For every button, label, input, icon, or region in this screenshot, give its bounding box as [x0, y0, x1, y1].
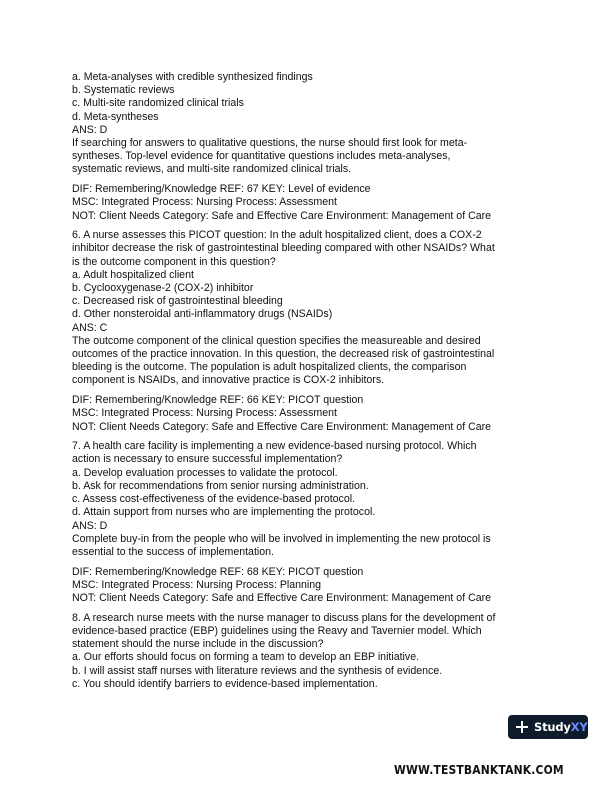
text-line: d. Attain support from nurses who are implementing the protocol. — [72, 506, 376, 519]
text-line: 7. A health care facility is implementing a new evidence-based nursing protocol. Which — [72, 440, 477, 453]
text-line: If searching for answers to qualitative questions, the nurse should first look for meta- — [72, 137, 468, 150]
text-line: a. Develop evaluation processes to validate the protocol. — [72, 466, 338, 479]
text-line: a. Adult hospitalized client — [72, 268, 194, 281]
text-line: MSC: Integrated Process: Nursing Process: Assessment — [72, 407, 337, 420]
text-line: b. Systematic reviews — [72, 84, 175, 97]
text-line: c. Multi-site randomized clinical trials — [72, 97, 244, 110]
text-line: component is NSAIDs, and innovative practice is COX-2 inhibitors. — [72, 374, 385, 387]
document-body — [72, 71, 542, 691]
text-line: ANS: D — [72, 519, 108, 532]
text-line: b. I will assist staff nurses with literature reviews and the synthesis of evidence. — [72, 664, 443, 677]
text-line: is the outcome component in this question? — [72, 255, 276, 268]
text-line: statement should the nurse include in the discussion? — [72, 638, 324, 651]
text-line: The outcome component of the clinical question specifies the measureable and desired — [72, 334, 481, 347]
text-line: DIF: Remembering/Knowledge REF: 68 KEY: PICOT question — [72, 565, 364, 578]
text-line: DIF: Remembering/Knowledge REF: 67 KEY: Level of evidence — [72, 183, 371, 196]
text-line: ANS: D — [72, 123, 108, 136]
text-line: c. You should identify barriers to evidence-based implementation. — [72, 677, 378, 690]
text-line: d. Meta-syntheses — [72, 110, 159, 123]
text-line: NOT: Client Needs Category: Safe and Effective Care Environment: Management of Care — [72, 592, 492, 605]
text-line: MSC: Integrated Process: Nursing Process: Assessment — [72, 196, 337, 209]
text-line: syntheses. Top-level evidence for quantitative questions includes meta-analyses, — [72, 150, 451, 163]
text-line: d. Other nonsteroidal anti-inflammatory drugs (NSAIDs) — [72, 308, 333, 321]
text-line: MSC: Integrated Process: Nursing Process: Planning — [72, 578, 322, 591]
text-line: b. Cyclooxygenase-2 (COX-2) inhibitor — [72, 282, 254, 295]
text-line: c. Assess cost-effectiveness of the evidence-based protocol. — [72, 493, 356, 506]
text-line: systematic reviews, and multi-site randomized clinical trials. — [72, 163, 352, 176]
studyxy-badge[interactable] — [508, 715, 588, 739]
text-line: outcomes of the practice innovation. In this question, the decreased risk of gastrointestinal — [72, 348, 495, 361]
text-line: NOT: Client Needs Category: Safe and Effective Care Environment: Management of Care — [72, 209, 492, 222]
text-line: DIF: Remembering/Knowledge REF: 66 KEY: PICOT question — [72, 394, 364, 407]
footer-url: WWW.TESTBANKTANK.COM — [394, 762, 564, 777]
text-line: NOT: Client Needs Category: Safe and Effective Care Environment: Management of Care — [72, 420, 492, 433]
plus-icon — [516, 721, 528, 733]
text-line: ANS: C — [72, 321, 108, 334]
text-line: c. Decreased risk of gastrointestinal bleeding — [72, 295, 283, 308]
text-line: bleeding is the outcome. The population is adult hospitalized clients, the comparison — [72, 361, 467, 374]
text-line: 6. A nurse assesses this PICOT question: In the adult hospitalized client, does a COX-2 — [72, 229, 482, 242]
text-line: a. Meta-analyses with credible synthesized findings — [72, 71, 313, 83]
text-line: evidence-based practice (EBP) guidelines using the Reavy and Tavernier model. Which — [72, 624, 482, 637]
text-line: Complete buy-in from the people who will be involved in implementing the new protocol is — [72, 532, 491, 545]
text-line: essential to the success of implementation. — [72, 545, 274, 558]
text-line: 8. A research nurse meets with the nurse manager to discuss plans for the development of — [72, 611, 496, 624]
text-line: b. Ask for recommendations from senior nursing administration. — [72, 479, 369, 492]
text-line: inhibitor decrease the risk of gastrointestinal bleeding compared with other NSAIDs? What — [72, 242, 495, 255]
studyxy-logo-text: StudyXY — [534, 720, 588, 734]
text-line: action is necessary to ensure successful implementation? — [72, 453, 343, 466]
text-line: a. Our efforts should focus on forming a team to develop an EBP initiative. — [72, 651, 420, 664]
